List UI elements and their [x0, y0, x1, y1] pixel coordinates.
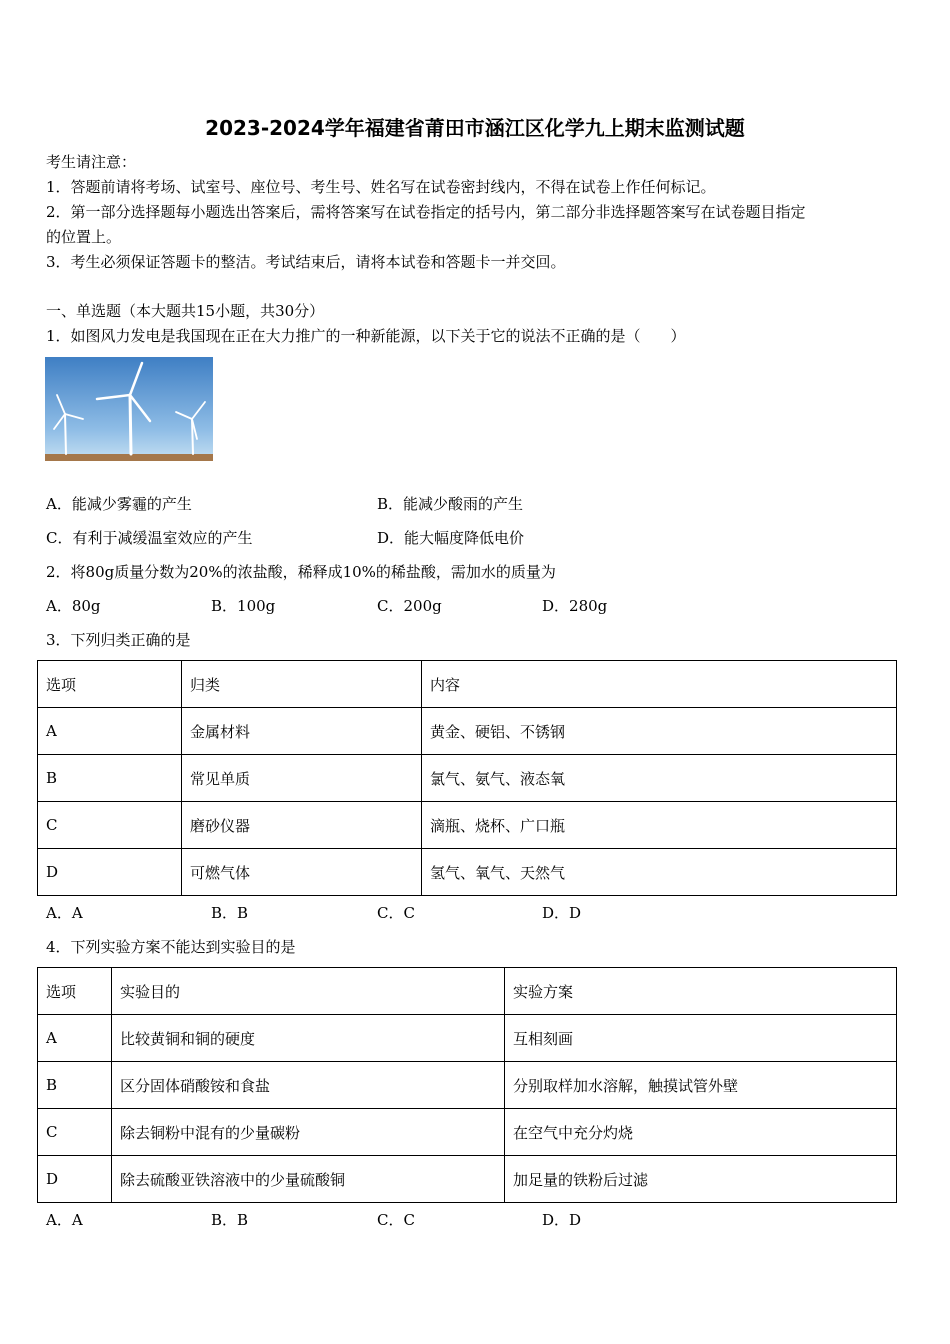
table-cell: 磨砂仪器 [182, 802, 422, 849]
table-cell: 滴瓶、烧杯、广口瓶 [422, 802, 897, 849]
q2-option-b: B．100g [211, 597, 276, 615]
table-header-cell: 选项 [38, 968, 112, 1015]
table-cell: 黄金、硬铝、不锈钢 [422, 708, 897, 755]
table-row [38, 1015, 897, 1062]
question-2-stem: 2．将80g质量分数为20%的浓盐酸，稀释成10%的稀盐酸，需加水的质量为 [46, 563, 556, 581]
table-header-cell: 内容 [422, 661, 897, 708]
q4-option-d: D．D [542, 1211, 582, 1229]
table-cell: C [38, 802, 182, 849]
notice-heading: 考生请注意： [46, 153, 137, 171]
notice-item: 2．第一部分选择题每小题选出答案后，需将答案写在试卷指定的括号内，第二部分非选择题答案写在试卷题目指定 [46, 203, 806, 221]
q1-option-c: C．有利于减缓温室效应的产生 [46, 529, 253, 547]
table-cell: 区分固体硝酸铵和食盐 [112, 1062, 505, 1109]
notice-item: 3．考生必须保证答题卡的整洁。考试结束后，请将本试卷和答题卡一并交回。 [46, 253, 566, 271]
q1-option-a: A．能减少雾霾的产生 [46, 495, 192, 513]
table-header-row [38, 968, 897, 1015]
table-row [38, 755, 897, 802]
table-row [38, 1062, 897, 1109]
table-cell: 常见单质 [182, 755, 422, 802]
q1-option-d: D．能大幅度降低电价 [377, 529, 525, 547]
table-header-row [38, 661, 897, 708]
table-cell: C [38, 1109, 112, 1156]
table-cell: 氢气、氧气、天然气 [422, 849, 897, 896]
table-cell: A [38, 1015, 112, 1062]
table-header-cell: 实验目的 [112, 968, 505, 1015]
table-cell: A [38, 708, 182, 755]
table-row [38, 849, 897, 896]
table-cell: B [38, 1062, 112, 1109]
table-cell: 氯气、氨气、液态氧 [422, 755, 897, 802]
question-3-stem: 3．下列归类正确的是 [46, 631, 191, 649]
table-header-cell: 选项 [38, 661, 182, 708]
q3-option-d: D．D [542, 904, 582, 922]
table-row [38, 802, 897, 849]
table-cell: 除去铜粉中混有的少量碳粉 [112, 1109, 505, 1156]
wind-turbine-photo [45, 357, 213, 461]
table-cell: 在空气中充分灼烧 [505, 1109, 897, 1156]
table-cell: B [38, 755, 182, 802]
notice-item: 1．答题前请将考场、试室号、座位号、考生号、姓名写在试卷密封线内，不得在试卷上作任何标记。 [46, 178, 716, 196]
table-cell: 互相刻画 [505, 1015, 897, 1062]
q3-table [37, 660, 897, 896]
table-cell: 比较黄铜和铜的硬度 [112, 1015, 505, 1062]
notice-item: 的位置上。 [46, 228, 122, 246]
q4-option-b: B．B [211, 1211, 249, 1229]
section-heading: 一、单选题（本大题共15小题，共30分） [46, 302, 325, 320]
table-cell: 加足量的铁粉后过滤 [505, 1156, 897, 1203]
q4-option-a: A．A [46, 1211, 83, 1229]
q2-option-c: C．200g [377, 597, 442, 615]
q3-option-a: A．A [46, 904, 83, 922]
table-header-cell: 归类 [182, 661, 422, 708]
question-4-stem: 4．下列实验方案不能达到实验目的是 [46, 938, 296, 956]
page-title: 2023-2024学年福建省莆田市涵江区化学九上期末监测试题 [205, 116, 745, 140]
table-row [38, 708, 897, 755]
table-cell: 分别取样加水溶解，触摸试管外壁 [505, 1062, 897, 1109]
q4-option-c: C．C [377, 1211, 415, 1229]
question-1-stem: 1．如图风力发电是我国现在正在大力推广的一种新能源，以下关于它的说法不正确的是（ ） [46, 327, 686, 345]
q3-option-c: C．C [377, 904, 415, 922]
table-header-cell: 实验方案 [505, 968, 897, 1015]
table-cell: 除去硫酸亚铁溶液中的少量硫酸铜 [112, 1156, 505, 1203]
table-row [38, 1156, 897, 1203]
table-cell: D [38, 1156, 112, 1203]
q2-option-a: A．80g [46, 597, 101, 615]
q2-option-d: D．280g [542, 597, 608, 615]
q3-option-b: B．B [211, 904, 249, 922]
table-cell: 金属材料 [182, 708, 422, 755]
table-cell: 可燃气体 [182, 849, 422, 896]
q4-table [37, 967, 897, 1203]
table-cell: D [38, 849, 182, 896]
q1-option-b: B．能减少酸雨的产生 [377, 495, 524, 513]
table-row [38, 1109, 897, 1156]
